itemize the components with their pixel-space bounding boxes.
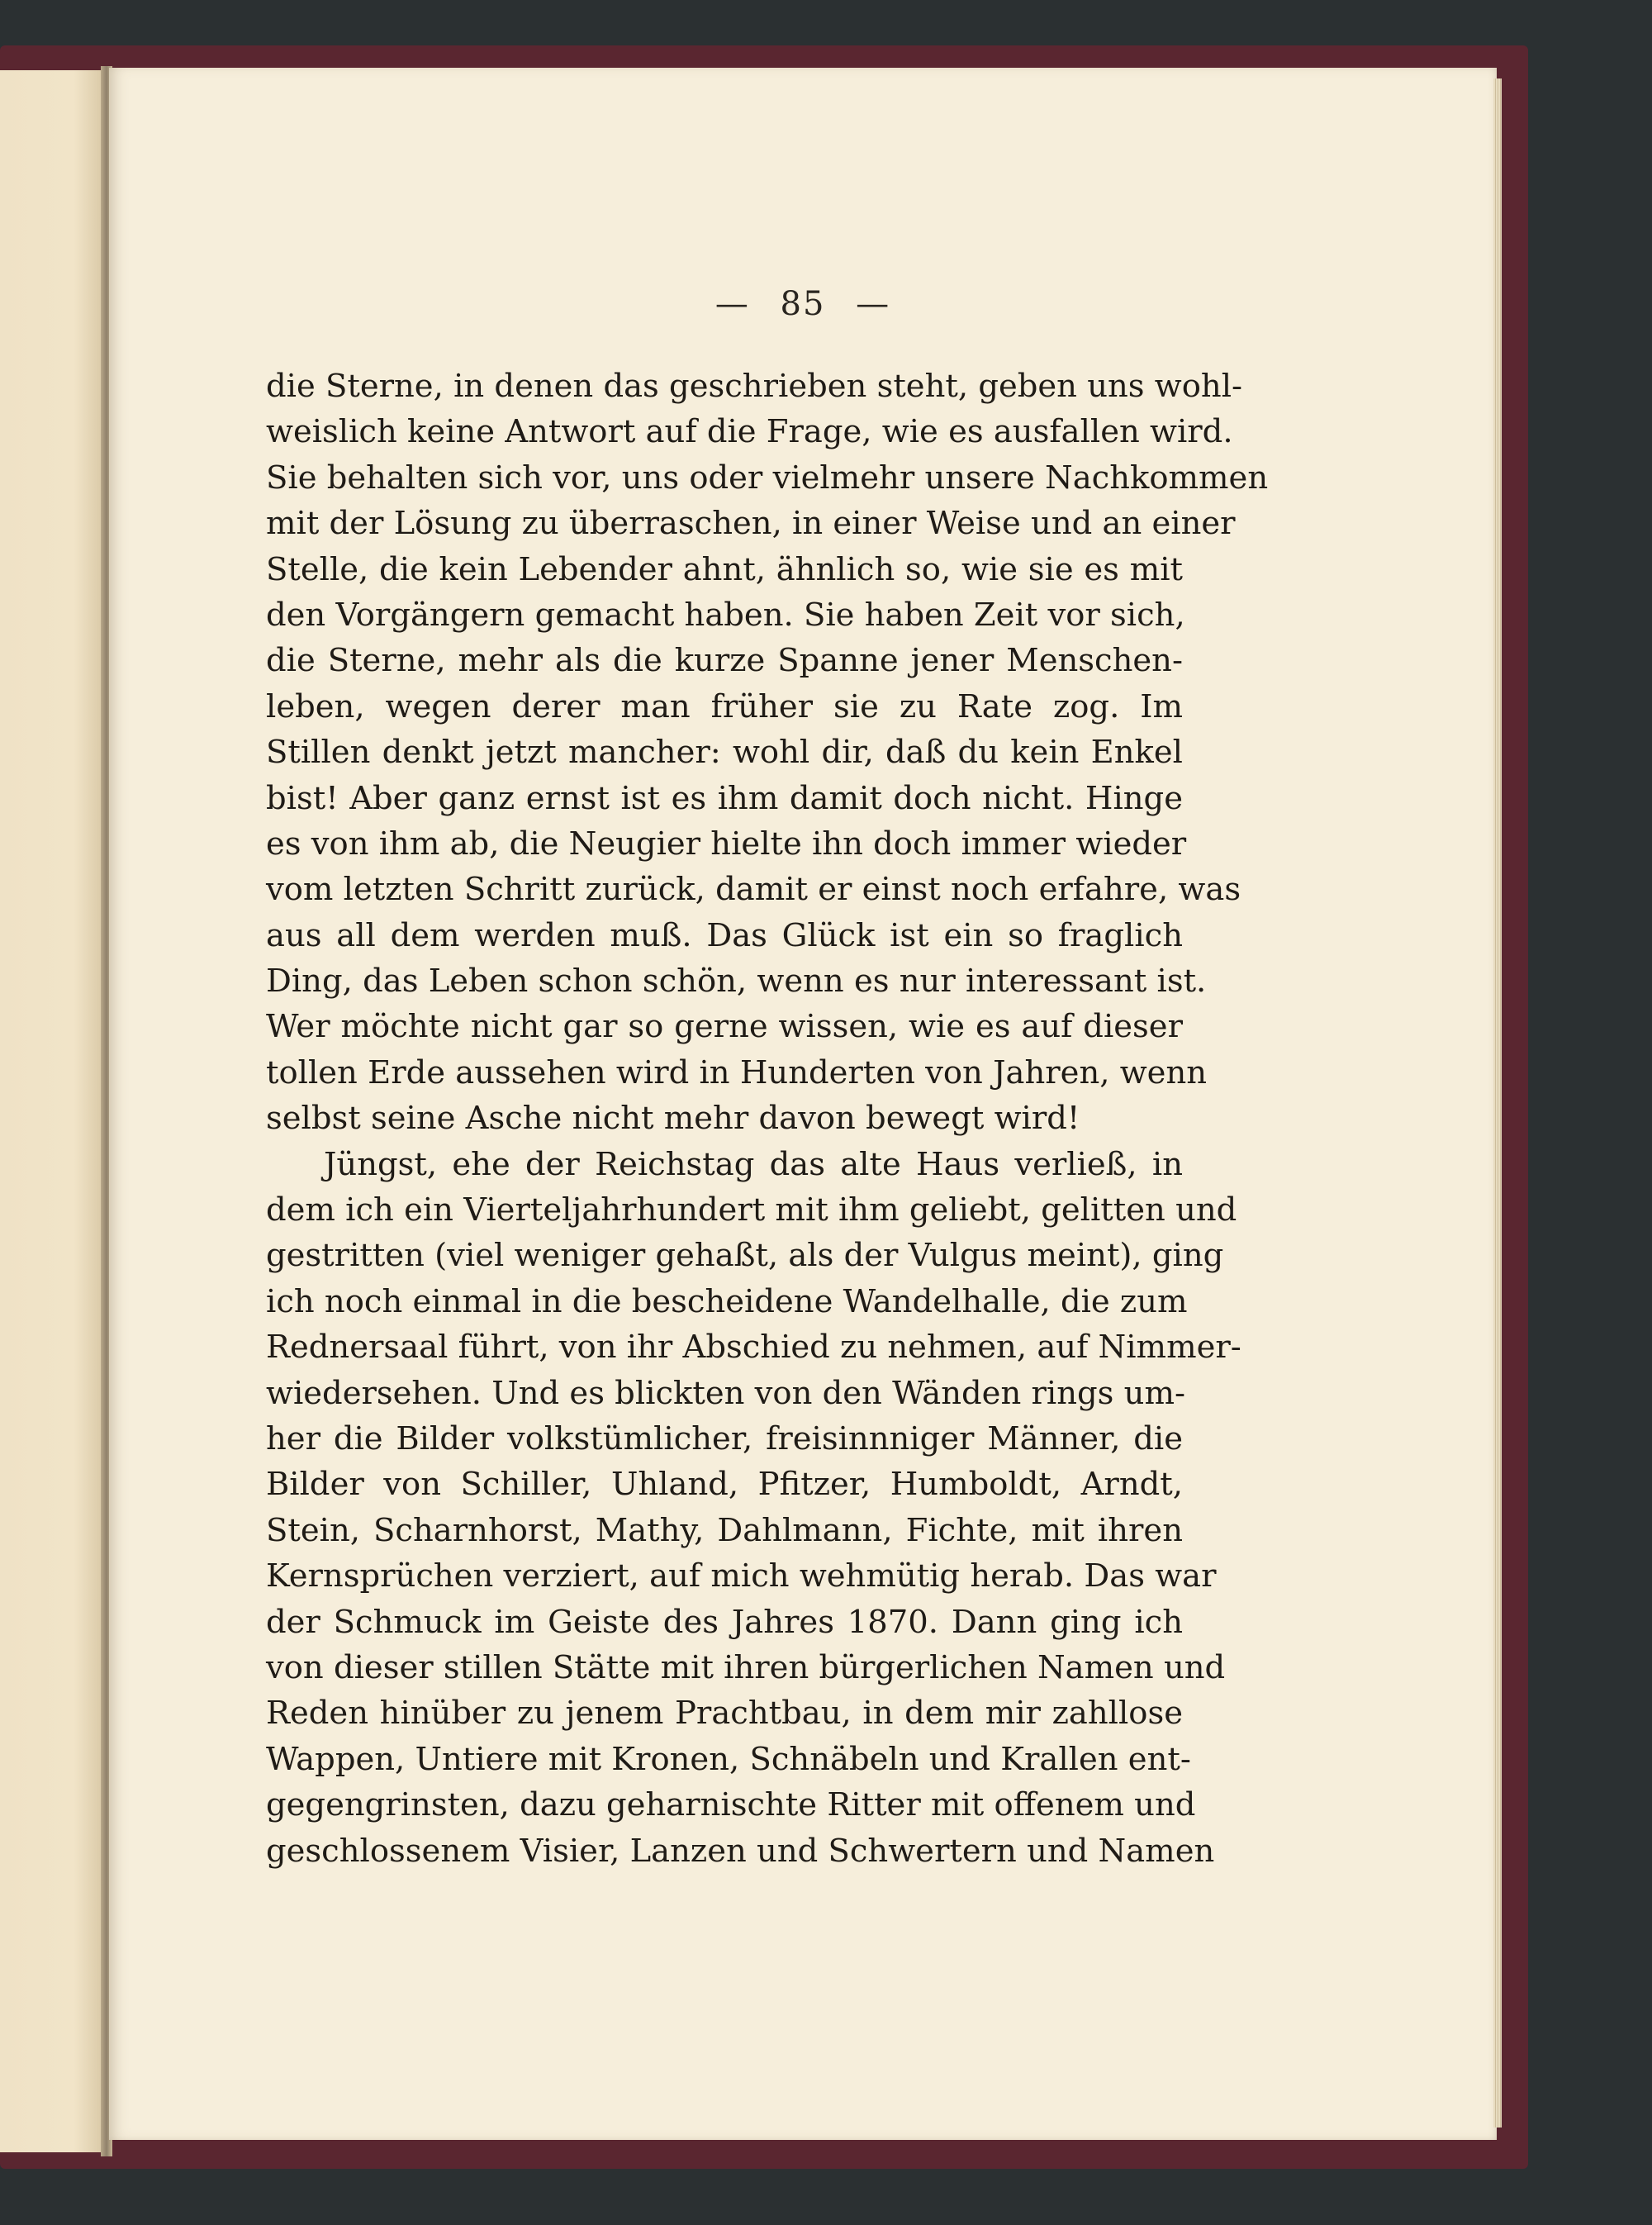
text-line: der Schmuck im Geiste des Jahres 1870. Dann ging ich (266, 1603, 1183, 1641)
text-line: Stein, Scharnhorst, Mathy, Dahlmann, Fichte, mit ihren (266, 1511, 1183, 1549)
text-line: Wappen, Untiere mit Kronen, Schnäbeln und Krallen ent- (266, 1740, 1191, 1778)
text-line: Sie behalten sich vor, uns oder vielmehr unsere Nachkommen (266, 459, 1269, 497)
text-line: her die Bilder volkstümlicher, freisinnniger Männer, die (266, 1419, 1183, 1457)
text-line: den Vorgängern gemacht haben. Sie haben Zeit vor sich, (266, 596, 1185, 634)
body-text (266, 364, 1269, 1874)
text-line: es von ihm ab, die Neugier hielte ihn doch immer wieder (266, 825, 1187, 863)
text-line: vom letzten Schritt zurück, damit er einst noch erfahre, was (266, 871, 1241, 909)
text-line: Stelle, die kein Lebender ahnt, ähnlich so, wie sie es mit (266, 550, 1183, 588)
text-line: die Sterne, mehr als die kurze Spanne jener Menschen- (266, 642, 1183, 680)
text-line: Reden hinüber zu jenem Prachtbau, in dem mir zahllose (266, 1695, 1183, 1733)
text-line: Kernsprüchen verziert, auf mich wehmütig herab. Das war (266, 1557, 1217, 1595)
text-line: Ding, das Leben schon schön, wenn es nur interessant ist. (266, 963, 1207, 1001)
text-line: die Sterne, in denen das geschrieben steht, geben uns wohl- (266, 368, 1243, 405)
text-line: mit der Lösung zu überraschen, in einer Weise und an einer (266, 505, 1236, 543)
text-line: gegengrinsten, dazu geharnischte Ritter mit offenem und (266, 1786, 1196, 1824)
text-line: Wer möchte nicht gar so gerne wissen, wie es auf dieser (266, 1008, 1183, 1046)
text-line: Jüngst, ehe der Reichstag das alte Haus verließ, in (324, 1145, 1183, 1183)
text-line: selbst seine Asche nicht mehr davon bewegt wird! (266, 1100, 1080, 1138)
text-line: Bilder von Schiller, Uhland, Pfitzer, Humboldt, Arndt, (266, 1466, 1183, 1504)
page-header (109, 285, 1497, 323)
text-line: tollen Erde aussehen wird in Hunderten von Jahren, wenn (266, 1053, 1208, 1091)
page-edge (1493, 78, 1502, 2128)
text-line: von dieser stillen Stätte mit ihren bürgerlichen Namen und (266, 1648, 1226, 1686)
text-line: dem ich ein Vierteljahrhundert mit ihm geliebt, gelitten und (266, 1191, 1237, 1229)
text-line: aus all dem werden muß. Das Glück ist ein so fraglich (266, 916, 1183, 954)
text-line: gestritten (viel weniger gehaßt, als der Vulgus meint), ging (266, 1237, 1224, 1275)
header-dash-left: — (714, 285, 750, 323)
page-number: 85 (780, 285, 826, 323)
text-line: leben, wegen derer man früher sie zu Rate zog. Im (266, 687, 1183, 725)
text-line: Rednersaal führt, von ihr Abschied zu nehmen, auf Nimmer- (266, 1329, 1241, 1367)
text-line: wiedersehen. Und es blickten von den Wänden rings um- (266, 1374, 1185, 1412)
left-page (0, 70, 106, 2152)
text-line: bist! Aber ganz ernst ist es ihm damit doch nicht. Hinge (266, 779, 1183, 817)
text-line: Stillen denkt jetzt mancher: wohl dir, daß du kein Enkel (266, 734, 1183, 772)
text-line: weislich keine Antwort auf die Frage, wie es ausfallen wird. (266, 413, 1233, 451)
header-dash-right: — (856, 285, 891, 323)
text-line: geschlossenem Visier, Lanzen und Schwertern und Namen (266, 1832, 1215, 1870)
text-line: ich noch einmal in die bescheidene Wandelhalle, die zum (266, 1282, 1188, 1320)
